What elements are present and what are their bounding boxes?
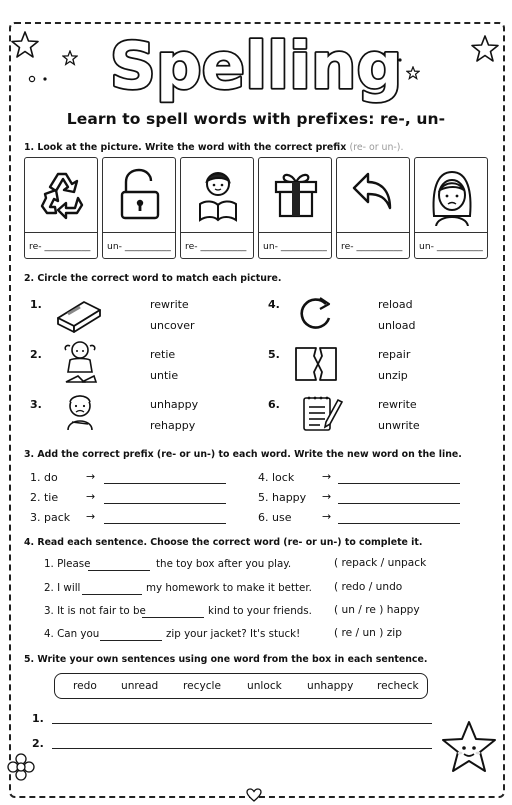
answer-blank[interactable]: un- __________ — [107, 241, 171, 252]
word-label: 5. happy — [258, 491, 307, 504]
word-bank-item: recycle — [183, 680, 222, 692]
answer-blank[interactable] — [88, 570, 150, 571]
eraser-icon — [54, 294, 104, 334]
return-arrow-icon — [337, 158, 409, 233]
arrow-icon: → — [322, 490, 332, 503]
word-choice[interactable]: unwrite — [378, 419, 420, 432]
sentence-end: my homework to make it better. — [146, 582, 312, 594]
word-choice[interactable]: rewrite — [150, 298, 189, 311]
section1-instruction-text: 1. Look at the picture. Write the word with the correct prefix — [24, 142, 347, 153]
word-choice[interactable]: unhappy — [150, 398, 199, 411]
sentence-start: 4. Can you — [44, 628, 100, 640]
word-label: 3. pack — [30, 511, 71, 524]
upset-boy-icon — [62, 392, 98, 432]
picture-card-recycle — [24, 157, 98, 259]
answer-blank[interactable]: re- __________ — [185, 241, 247, 252]
page-title: Spelling — [109, 30, 403, 104]
answer-line[interactable] — [104, 523, 226, 524]
sentence-writing-line[interactable] — [52, 748, 432, 749]
picture-card-gift — [258, 157, 332, 259]
sentence-start: 2. I will — [44, 582, 81, 594]
sentence-writing-line[interactable] — [52, 723, 432, 724]
picture-card-reading — [180, 157, 254, 259]
smiling-star-icon — [438, 718, 500, 780]
answer-line[interactable] — [338, 523, 460, 524]
word-bank-item: unread — [121, 680, 159, 692]
word-choice[interactable]: rehappy — [150, 419, 196, 432]
word-bank-item: unhappy — [307, 680, 354, 692]
word-choice[interactable]: unload — [378, 319, 416, 332]
word-choices[interactable]: ( redo / undo — [334, 581, 403, 593]
word-label: 2. tie — [30, 491, 59, 504]
flower-doodle-icon — [6, 752, 36, 782]
word-choices[interactable]: ( re / un ) zip — [334, 627, 402, 639]
answer-blank[interactable]: re- __________ — [29, 241, 91, 252]
item-number: 4. — [268, 298, 280, 311]
word-choice[interactable]: retie — [150, 348, 176, 361]
sentence-line-number: 1. — [32, 712, 44, 725]
item-number: 2. — [30, 348, 42, 361]
section1-instruction — [24, 142, 403, 153]
girl-tying-shoe-icon — [60, 338, 100, 386]
answer-line[interactable] — [338, 483, 460, 484]
item-number: 5. — [268, 348, 280, 361]
arrow-icon: → — [322, 470, 332, 483]
word-choice[interactable]: unzip — [378, 369, 408, 382]
section4-instruction: 4. Read each sentence. Choose the correct word (re- or un-) to complete it. — [24, 537, 423, 548]
section3-instruction: 3. Add the correct prefix (re- or un-) to each word. Write the new word on the line. — [24, 449, 462, 460]
section5-instruction: 5. Write your own sentences using one word from the box in each sentence. — [24, 654, 428, 665]
word-label: 4. lock — [258, 471, 295, 484]
word-choices[interactable]: ( repack / unpack — [334, 557, 427, 569]
recycle-icon — [25, 158, 97, 233]
heart-icon — [246, 788, 262, 802]
word-bank-item: unlock — [247, 680, 282, 692]
answer-blank[interactable]: un- __________ — [263, 241, 327, 252]
picture-row — [24, 157, 490, 259]
answer-line[interactable] — [104, 503, 226, 504]
item-number: 1. — [30, 298, 42, 311]
word-choice[interactable]: uncover — [150, 319, 195, 332]
sentence-end: kind to your friends. — [208, 605, 312, 617]
word-bank — [54, 673, 428, 699]
sentence-start: 3. It is not fair to be — [44, 605, 146, 617]
word-label: 1. do — [30, 471, 58, 484]
word-choice[interactable]: reload — [378, 298, 413, 311]
page-subtitle: Learn to spell words with prefixes: re-, un- — [66, 110, 446, 128]
unlocked-padlock-icon — [103, 158, 175, 233]
arrow-icon: → — [86, 490, 96, 503]
sad-girl-icon — [415, 158, 487, 233]
word-bank-item: redo — [73, 680, 97, 692]
word-choice[interactable]: untie — [150, 369, 179, 382]
word-bank-item: recheck — [377, 680, 419, 692]
sentence-end: zip your jacket? It's stuck! — [166, 628, 301, 640]
item-number: 6. — [268, 398, 280, 411]
sentence-line-number: 2. — [32, 737, 44, 750]
word-label: 6. use — [258, 511, 292, 524]
section1-hint: (re- or un-). — [349, 142, 404, 153]
picture-card-unlock — [102, 157, 176, 259]
title-banner — [0, 0, 512, 110]
answer-line[interactable] — [338, 503, 460, 504]
picture-card-return — [336, 157, 410, 259]
sentence-start: 1. Please — [44, 558, 91, 570]
answer-blank[interactable]: re- __________ — [341, 241, 403, 252]
item-number: 3. — [30, 398, 42, 411]
arrow-icon: → — [322, 510, 332, 523]
answer-blank[interactable] — [142, 617, 204, 618]
answer-blank[interactable] — [100, 640, 162, 641]
answer-blank[interactable] — [82, 594, 142, 595]
reload-arrow-icon — [296, 294, 336, 334]
gift-box-icon — [259, 158, 331, 233]
torn-paper-icon — [292, 344, 340, 384]
answer-line[interactable] — [104, 483, 226, 484]
word-choice[interactable]: repair — [378, 348, 411, 361]
sentence-end: the toy box after you play. — [156, 558, 292, 570]
word-choice[interactable]: rewrite — [378, 398, 417, 411]
answer-blank[interactable]: un- __________ — [419, 241, 483, 252]
section2-instruction: 2. Circle the correct word to match each picture. — [24, 273, 282, 284]
boy-reading-icon — [181, 158, 253, 233]
notepad-pencil-icon — [300, 392, 344, 434]
picture-card-sad — [414, 157, 488, 259]
word-choices[interactable]: ( un / re ) happy — [334, 604, 420, 616]
arrow-icon: → — [86, 470, 96, 483]
arrow-icon: → — [86, 510, 96, 523]
